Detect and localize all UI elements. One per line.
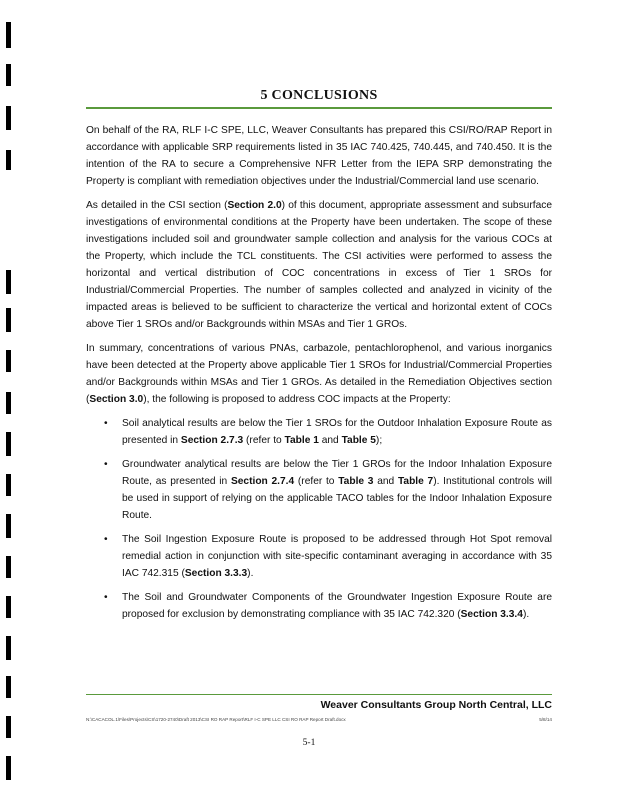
footer-divider [86,694,552,695]
section-reference: Section 2.7.4 [230,476,295,487]
section-reference: Section 3.0 [89,394,144,405]
summary-paragraph [86,340,552,408]
table-reference: Table 5 [341,435,376,446]
list-item [86,531,552,582]
binder-mark [6,474,11,496]
item-text: and [318,435,342,446]
paragraph-text: ), the following is proposed to address COC impacts at the Property: [143,394,451,405]
paragraph-text: In summary, concentrations of various PNAs, carbazole, pentachlorophenol, and various inorganics have been detected at the Property above applicable Tier 1 SROs for Industrial/Commercial Properties and/or Backgrounds within MSAs and Tier 1 GROs. As detailed in the Remediation Objectives section ( [86,343,552,405]
item-text: ). [522,609,530,620]
item-text: Groundwater analytical results are below the Tier 1 GROs for the Indoor Inhalation Exposure Route, as presented in [122,459,552,487]
bullet-icon: • [104,534,108,545]
section-reference: Section 2.0 [227,200,282,211]
bullet-icon: • [104,592,108,603]
table-reference: Table 3 [338,476,374,487]
binder-hole-marks [6,0,16,800]
document-body [86,122,552,630]
bullet-icon: • [104,418,108,429]
binder-mark [6,270,11,294]
section-reference: Section 3.3.3 [184,568,248,579]
paragraph-text: ) of this document, appropriate assessment and subsurface investigations of environmental conditions at the Property have been undertaken. The scope of these investigations included soil and groundwater sample collection and analysis for the various COCs at the Property, which include the TCL constituents. The CSI activities were performed to assess the horizontal and vertical distribution of COC concentrations in excess of Tier 1 SROs for Industrial/Commercial Properties. The number of samples collected and analyzed in vicinity of the impacted areas is believed to be sufficient to characterize the vertical and horizontal extent of COCs above Tier 1 SROs and/or Backgrounds within MSAs and Tier 1 GROs. [86,200,552,330]
item-text: The Soil and Groundwater Components of the Groundwater Ingestion Exposure Route are proposed for exclusion by demonstrating compliance with 35 IAC 742.320 ( [122,592,552,620]
item-text: ). Institutional controls will be used in support of relying on the applicable TACO tables for the Indoor Inhalation Exposure Route. [122,476,552,521]
binder-mark [6,350,11,372]
list-item [86,415,552,449]
item-text: ). [247,568,254,579]
binder-mark [6,596,11,618]
footer-file-path: N:\CACACOL.1\Files\Projects\CS\1720-2740\Draft 2013\CSI RO RAP Report\RLF I-C SPE LLC CSI RO RAP Report Draft.docx [86,717,346,722]
list-item [86,589,552,623]
csi-paragraph [86,197,552,333]
page-number: 5-1 [302,738,316,748]
section-title: 5 CONCLUSIONS [260,88,378,103]
binder-mark [6,22,11,48]
item-text: The Soil Ingestion Exposure Route is proposed to be addressed through Hot Spot removal remedial action in conjunction with site-specific contaminant averaging in accordance with 35 IAC 742.315 ( [122,534,552,579]
bullet-icon: • [104,459,108,470]
paragraph-text: On behalf of the RA, RLF I-C SPE, LLC, Weaver Consultants has prepared this CSI/RO/RAP Report in accordance with applicable SRP requirements listed in 35 IAC 740.425, 740.445, and 740.450. It is the intention of the RA to secure a Comprehensive NFR Letter from the IEPA SRP demonstrating the Property is compliant with remediation objectives under the Industrial/Commercial land use scenario. [86,125,552,187]
binder-mark [6,676,11,698]
binder-mark [6,636,11,660]
footer-file-date: 5/8/14 [539,717,552,722]
item-text: and [373,476,398,487]
intro-paragraph [86,122,552,190]
binder-mark [6,556,11,578]
binder-mark [6,716,11,738]
item-text: ); [375,435,383,446]
proposal-list [86,415,552,623]
binder-mark [6,432,11,456]
binder-mark [6,64,11,86]
paragraph-text: As detailed in the CSI section ( [86,200,228,211]
footer-company: Weaver Consultants Group North Central, LLC [320,699,552,711]
title-divider [86,107,552,109]
section-reference: Section 2.7.3 [180,435,244,446]
binder-mark [6,392,11,414]
binder-mark [6,756,11,780]
item-text: Soil analytical results are below the Tier 1 SROs for the Outdoor Inhalation Exposure Route as presented in [122,418,552,446]
item-text: (refer to [294,476,339,487]
binder-mark [6,308,11,332]
table-reference: Table 1 [284,435,319,446]
table-reference: Table 7 [397,476,434,487]
binder-mark [6,106,11,130]
item-text: (refer to [243,435,285,446]
binder-mark [6,150,11,170]
binder-mark [6,514,11,538]
section-reference: Section 3.3.4 [460,609,523,620]
list-item [86,456,552,524]
